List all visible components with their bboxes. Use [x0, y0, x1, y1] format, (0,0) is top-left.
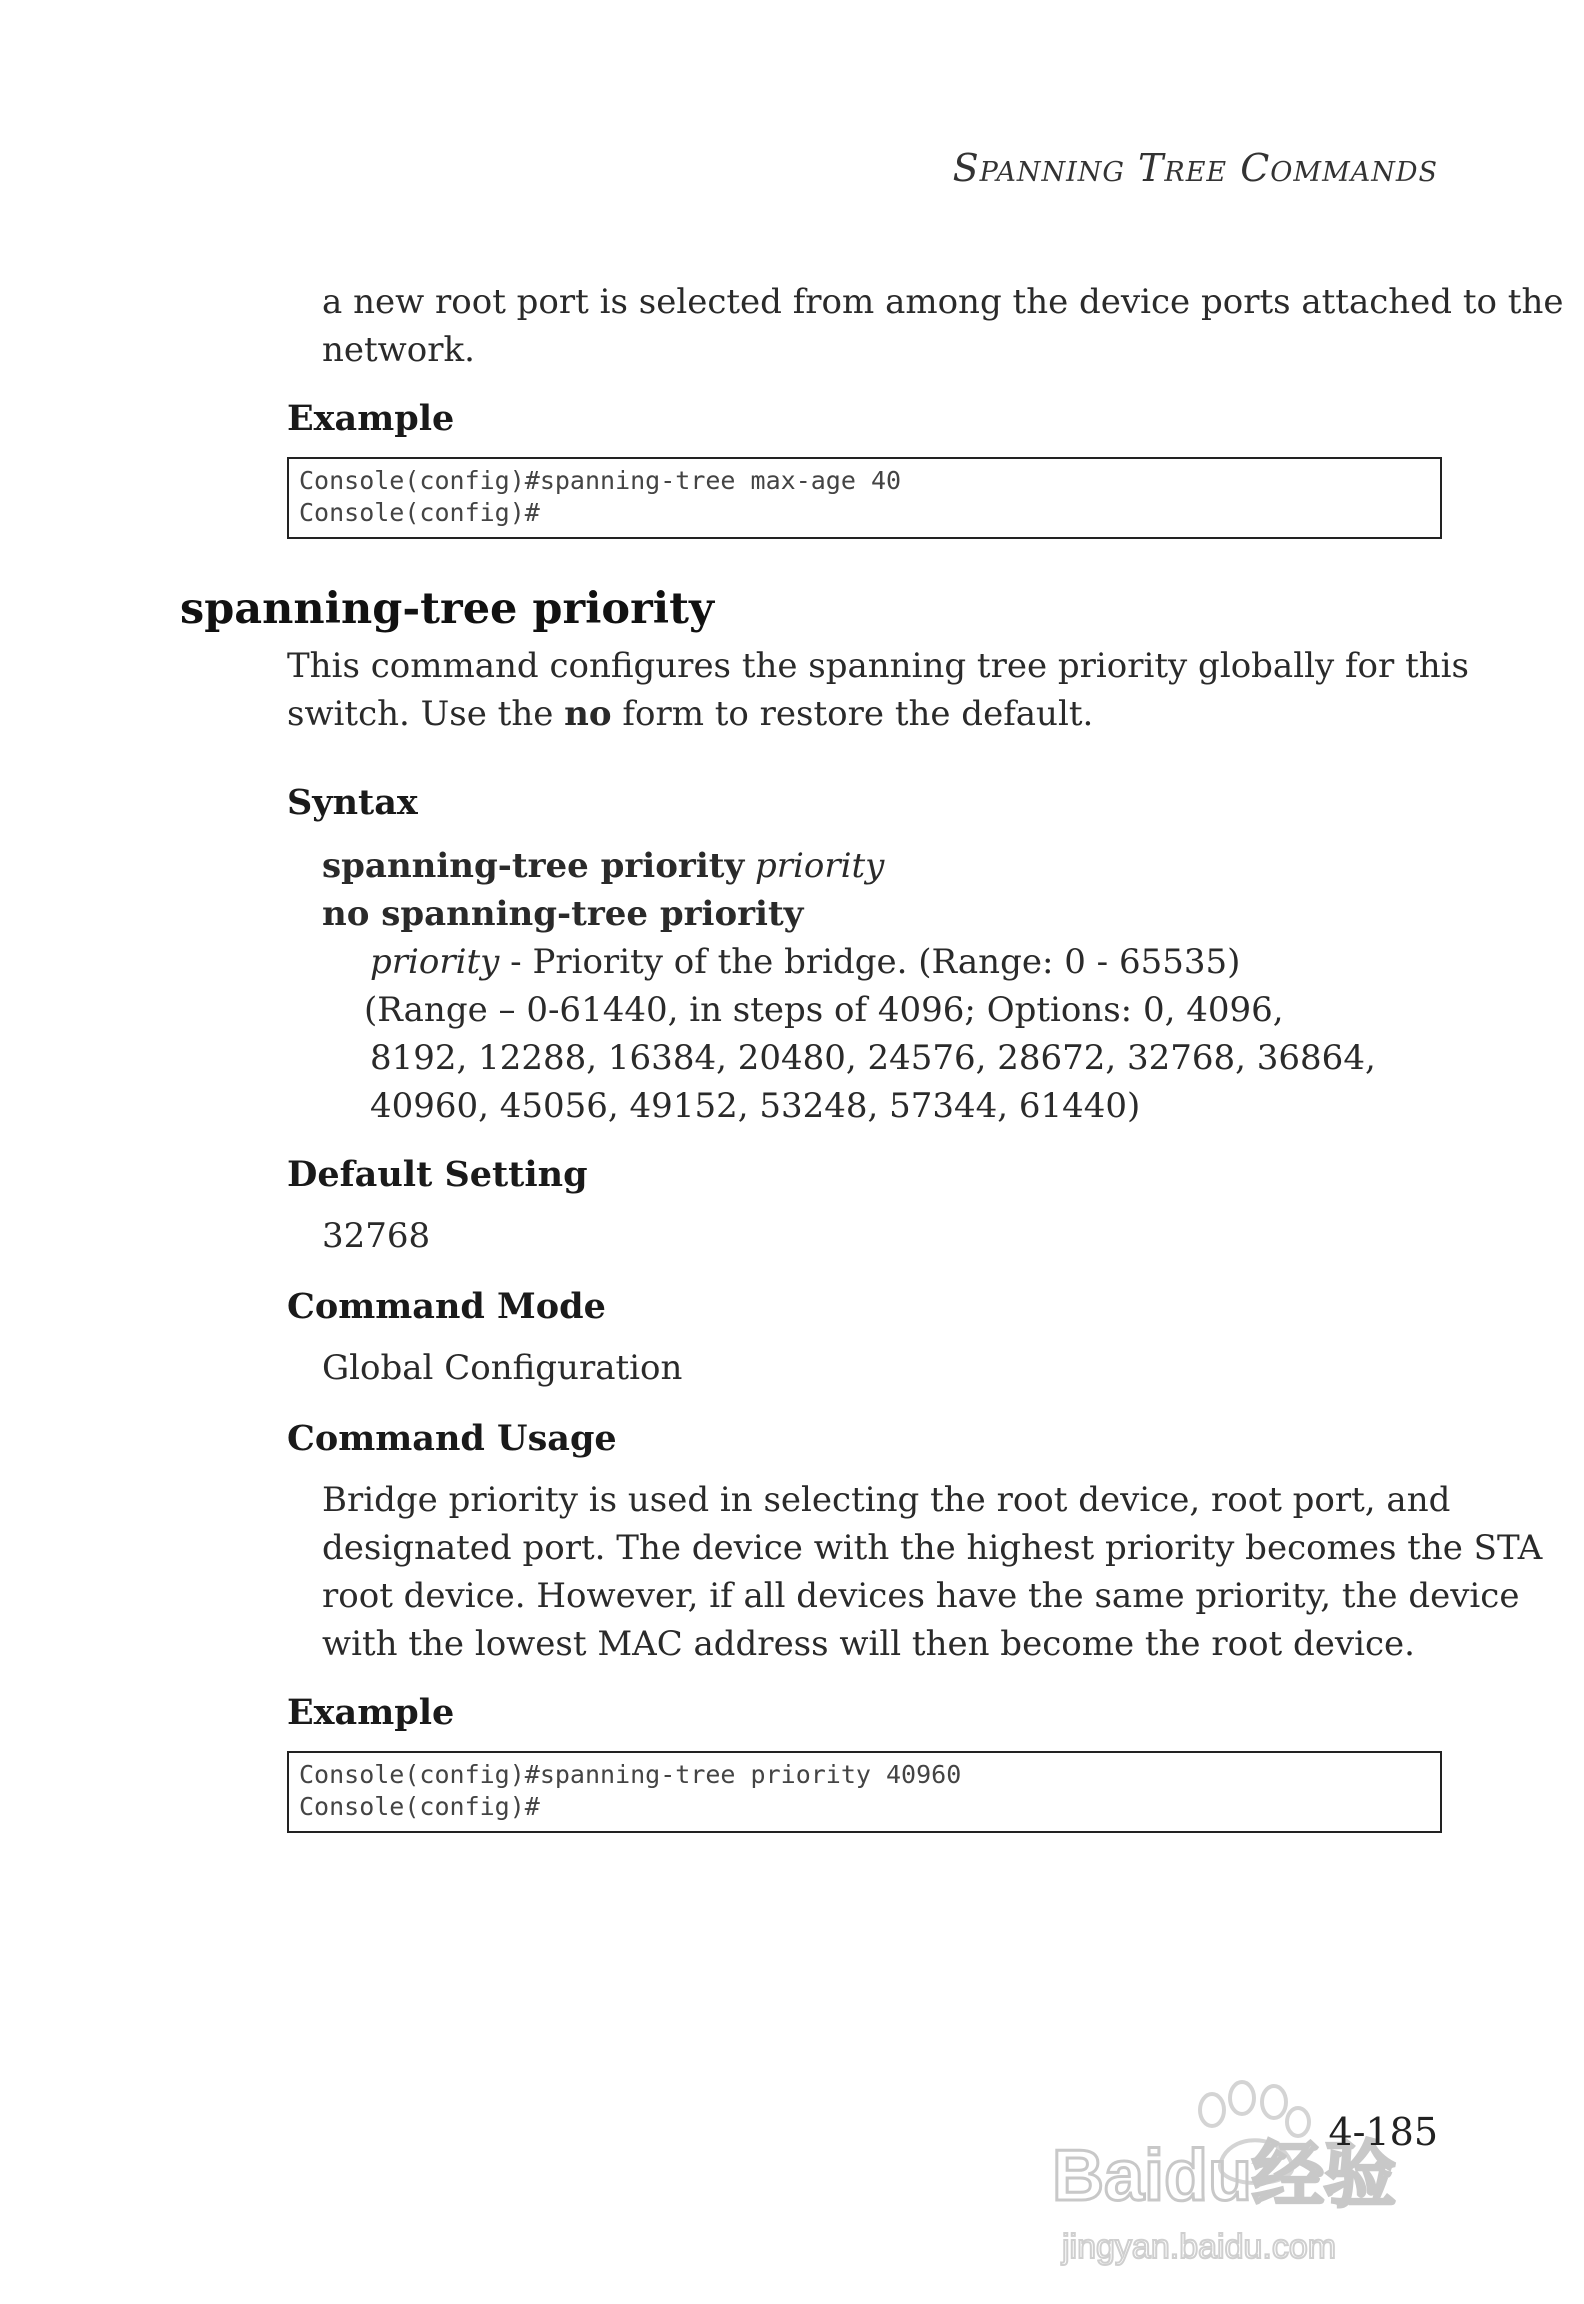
command-usage-heading: Command Usage: [287, 1418, 617, 1459]
parameter-text: - Priority of the bridge. (Range: 0 - 65535): [499, 942, 1241, 982]
syntax-line: [322, 842, 884, 890]
running-header: Spanning Tree Commands: [952, 146, 1438, 190]
parameter-line: [370, 938, 1240, 986]
intro-line: a new root port is selected from among the device ports attached to the: [322, 282, 1564, 322]
code-line: Console(config)#spanning-tree priority 40960: [299, 1760, 962, 1789]
parameter-name: priority: [370, 942, 500, 982]
baidu-watermark: [1042, 2070, 1482, 2270]
description-text: switch. Use the: [287, 694, 565, 734]
syntax-line: no spanning-tree priority: [322, 894, 804, 934]
description-text: form to restore the default.: [611, 694, 1094, 734]
range-line: (Range – 0-61440, in steps of 4096; Options: 0, 4096,: [364, 990, 1284, 1030]
command-usage-paragraph: [322, 1476, 1542, 1668]
usage-line: Bridge priority is used in selecting the root device, root port, and: [322, 1480, 1451, 1520]
watermark-url: jingyan.baidu.com: [1062, 2228, 1337, 2266]
description-line: This command configures the spanning tree priority globally for this: [287, 646, 1469, 686]
code-line: Console(config)#spanning-tree max-age 40: [299, 466, 902, 495]
usage-line: with the lowest MAC address will then become the root device.: [322, 1624, 1415, 1664]
baidu-paw-icon: [1042, 2070, 1482, 2270]
example-heading: Example: [287, 398, 455, 439]
syntax-heading: Syntax: [287, 782, 418, 823]
no-keyword: no: [564, 694, 612, 734]
page-number: 4-185: [1328, 2110, 1438, 2154]
example-heading: Example: [287, 1692, 455, 1733]
intro-paragraph: [322, 278, 1563, 374]
usage-line: designated port. The device with the highest priority becomes the STA: [322, 1528, 1543, 1568]
command-title: spanning-tree priority: [180, 584, 714, 634]
parameter-description: [370, 938, 1240, 986]
code-example-box: [287, 457, 1442, 539]
range-line: 40960, 45056, 49152, 53248, 57344, 61440): [370, 1086, 1141, 1126]
code-example-box: [287, 1751, 1442, 1833]
default-setting-value: 32768: [322, 1216, 431, 1256]
code-line: Console(config)#: [299, 498, 540, 527]
watermark-brand: Baidu经验: [1052, 2136, 1397, 2216]
default-setting-heading: Default Setting: [287, 1154, 588, 1195]
syntax-parameter: priority: [755, 846, 885, 886]
command-description: [287, 642, 1469, 738]
code-line: Console(config)#: [299, 1792, 540, 1821]
syntax-command: spanning-tree priority: [322, 846, 745, 886]
usage-line: root device. However, if all devices have the same priority, the device: [322, 1576, 1520, 1616]
command-mode-value: Global Configuration: [322, 1348, 683, 1388]
range-line: 8192, 12288, 16384, 20480, 24576, 28672, 32768, 36864,: [370, 1038, 1376, 1078]
command-mode-heading: Command Mode: [287, 1286, 606, 1327]
syntax-block: [322, 842, 884, 938]
intro-line: network.: [322, 330, 475, 370]
description-line: [287, 690, 1469, 738]
